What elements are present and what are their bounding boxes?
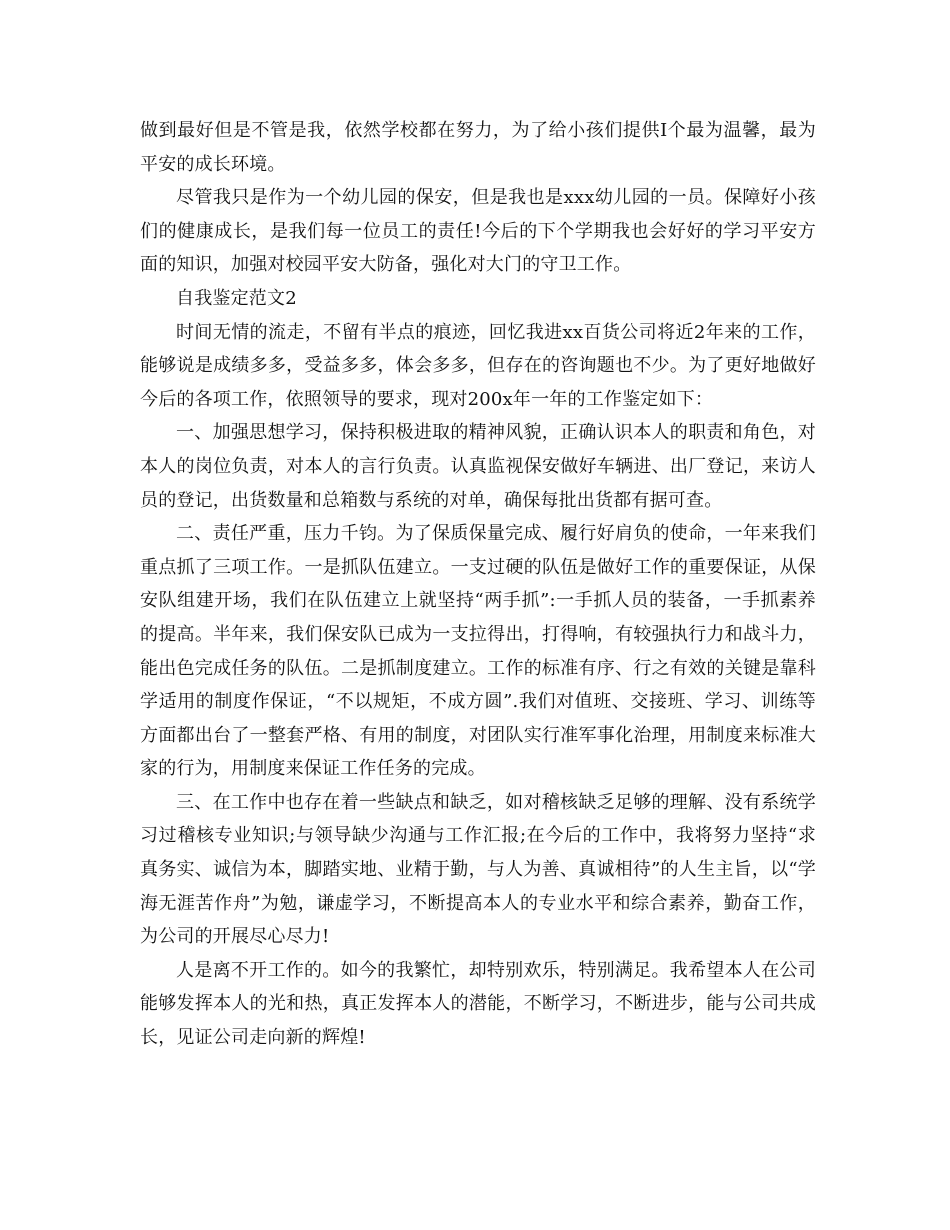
paragraph-conclusion: 人是离不开工作的。如今的我繁忙，却特别欢乐，特别满足。我希望本人在公司能够发挥本人的光和热，真正发挥本人的潜能，不断学习，不断进步，能与公司共成长，见证公司走向新的辉煌! [140,959,816,1049]
paragraph-point-three: 三、在工作中也存在着一些缺点和缺乏，如对稽核缺乏足够的理解、没有系统学习过稽核专业知识;与领导缺少沟通与工作汇报;在今后的工作中，我将努力坚持“求真务实、诚信为本，脚踏实地、业精于勤，与人为善、真诚相待”的人生主旨，以“学海无涯苦作舟”为勉，谦虚学习，不断提高本人的专业水平和综合素养，勤奋工作，为公司的开展尽心尽力! [140,791,816,948]
paragraph-point-one: 一、加强思想学习，保持积极进取的精神风貌，正确认识本人的职责和角色，对本人的岗位负责，对本人的言行负责。认真监视保安做好车辆进、出厂登记，来访人员的登记，出货数量和总箱数与系统的对单，确保每批出货都有据可查。 [140,422,816,511]
paragraph-introduction: 时间无情的流走，不留有半点的痕迹，回忆我进xx百货公司将近2年来的工作，能够说是成绩多多，受益多多，体会多多，但存在的咨询题也不少。为了更好地做好今后的各项工作，依照领导的要求，现对200x年一年的工作鉴定如下： [140,321,816,410]
paragraph-security-guard: 尽管我只是作为一个幼儿园的保安，但是我也是xxx幼儿园的一员。保障好小孩们的健康成长，是我们每一位员工的责任!今后的下个学期我也会好好的学习平安方面的知识，加强对校园平安大防备，强化对大门的守卫工作。 [140,187,816,276]
paragraph-point-two: 二、责任严重，压力千钧。为了保质保量完成、履行好肩负的使命，一年来我们重点抓了三项工作。一是抓队伍建立。一支过硬的队伍是做好工作的重要保证，从保安队组建开场，我们在队伍建立上就坚持“两手抓”:一手抓人员的装备，一手抓素养的提高。半年来，我们保安队已成为一支拉得出，打得响，有较强执行力和战斗力，能出色完成任务的队伍。二是抓制度建立。工作的标准有序、行之有效的关键是靠科学适用的制度作保证，“不以规矩，不成方圆”.我们对值班、交接班、学习、训练等方面都出台了一整套严格、有用的制度，对团队实行准军事化治理，用制度来标准大家的行为，用制度来保证工作任务的完成。 [140,523,816,780]
section-heading-sample-2: 自我鉴定范文2 [176,287,297,309]
paragraph-continuation: 做到最好但是不管是我，依然学校都在努力，为了给小孩们提供Ⅰ个最为温馨，最为平安的成长环境。 [140,120,816,175]
document-body [140,114,816,1055]
